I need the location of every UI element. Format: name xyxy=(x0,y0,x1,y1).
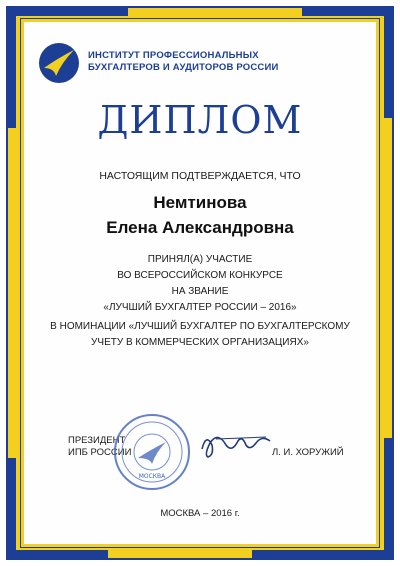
frame-corner-stripe xyxy=(384,438,392,558)
signatory-role-line2: ИПБ РОССИИ xyxy=(68,447,132,458)
document-title: ДИПЛОМ xyxy=(97,98,303,142)
recipient-surname: Немтинова xyxy=(153,193,247,212)
handwritten-signature xyxy=(196,425,276,465)
institute-name-line2: БУХГАЛТЕРОВ И АУДИТОРОВ РОССИИ xyxy=(88,62,279,73)
institute-name xyxy=(88,50,308,74)
recipient-given-names: Елена Александровна xyxy=(106,218,294,237)
contest-text: ВО ВСЕРОССИЙСКОМ КОНКУРСЕ xyxy=(117,270,283,281)
title-intro-text: НА ЗВАНИЕ xyxy=(171,286,229,297)
official-seal-icon xyxy=(112,412,192,492)
frame-corner-stripe xyxy=(8,550,108,558)
institute-logo-icon xyxy=(38,42,80,84)
frame-corner-stripe xyxy=(302,8,392,16)
nomination-text: В НОМИНАЦИИ «ЛУЧШИЙ БУХГАЛТЕР ПО БУХГАЛТЕРСКОМУ xyxy=(50,321,350,332)
participation-text: ПРИНЯЛ(А) УЧАСТИЕ xyxy=(147,254,253,265)
contest-title: «ЛУЧШИЙ БУХГАЛТЕР РОССИИ – 2016» xyxy=(103,302,297,313)
seal-text: МОСКВА xyxy=(138,473,166,480)
place-and-year: МОСКВА – 2016 г. xyxy=(160,508,240,519)
institute-name-line1: ИНСТИТУТ ПРОФЕССИОНАЛЬНЫХ xyxy=(88,50,259,61)
nomination-text-continued: УЧЕТУ В КОММЕРЧЕСКИХ ОРГАНИЗАЦИЯХ» xyxy=(91,337,309,348)
frame-corner-stripe xyxy=(8,8,128,16)
confirmation-text: НАСТОЯЩИМ ПОДТВЕРЖДАЕТСЯ, ЧТО xyxy=(99,170,301,182)
frame-corner-stripe xyxy=(252,550,392,558)
signatory-role-line1: ПРЕЗИДЕНТ xyxy=(68,435,126,446)
signer-name: Л. И. ХОРУЖИЙ xyxy=(272,447,344,458)
